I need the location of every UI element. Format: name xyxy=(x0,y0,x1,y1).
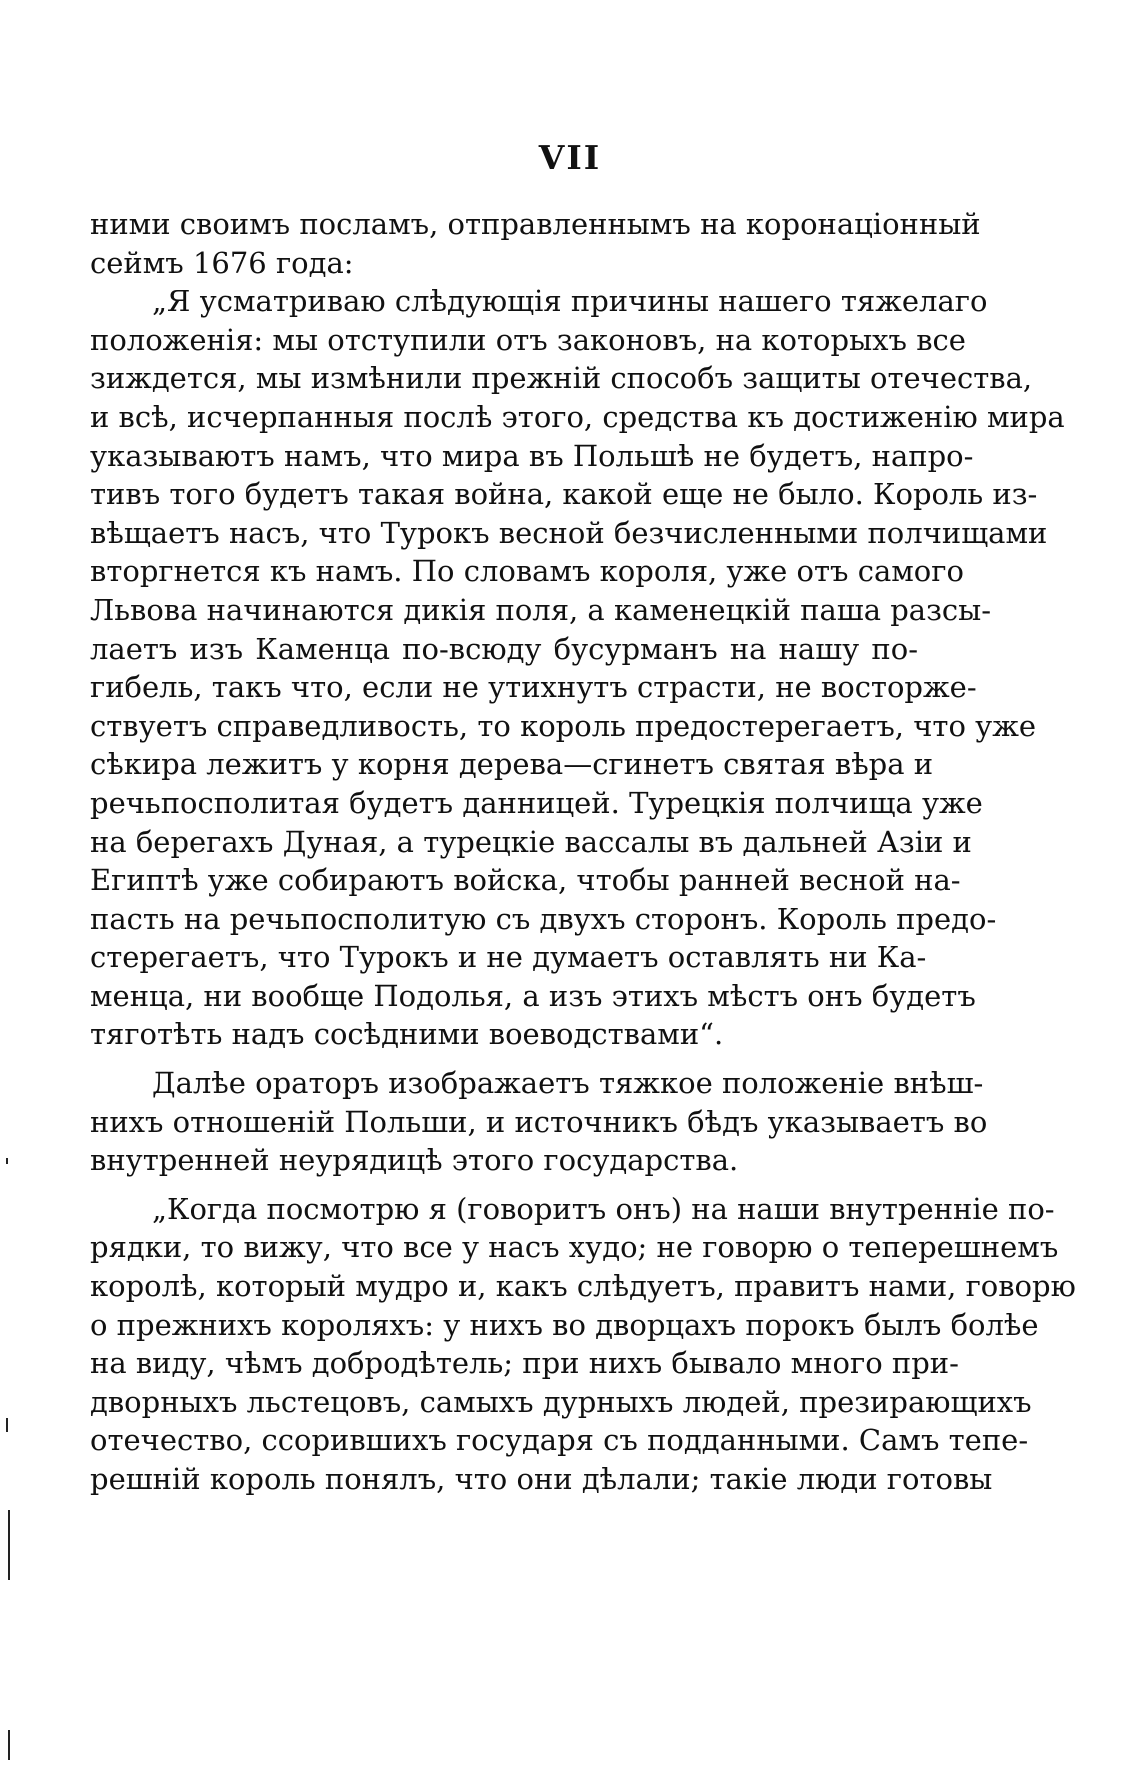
text-line: внутренней неурядицѣ этого государства. xyxy=(90,1143,739,1178)
text-line: вторгнется къ намъ. По словамъ короля, уже отъ самого xyxy=(90,554,964,589)
text-line: гибель, такъ что, если не утихнутъ страсти, не восторже- xyxy=(90,670,977,705)
text-line: ними своимъ посламъ, отправленнымъ на коронаціонный xyxy=(90,207,981,241)
text-line: пасть на речьпосполитую съ двухъ сторонъ. Король предо- xyxy=(90,901,997,936)
text-line: Египтѣ уже собираютъ войска, чтобы ранней весной на- xyxy=(90,863,961,898)
text-line: и всѣ, исчерпанныя послѣ этого, средства къ достиженію мира xyxy=(90,399,1065,434)
text-line: менца, ни вообще Подолья, а изъ этихъ мѣстъ онъ будетъ xyxy=(90,978,976,1013)
text-line: рядки, то вижу, что все у насъ худо; не говорю о теперешнемъ xyxy=(90,1230,1059,1265)
text-line: ствуетъ справедливость, то король предостерегаетъ, что уже xyxy=(90,708,1037,743)
text-line: лаетъ изъ Каменца по-всюду бусурманъ на нашу по- xyxy=(90,631,918,666)
scan-mark xyxy=(6,1158,8,1164)
text-line: королѣ, который мудро и, какъ слѣдуетъ, правитъ нами, говорю xyxy=(90,1269,1076,1304)
text-line: Львова начинаются дикія поля, а каменецкій паша разсы- xyxy=(90,592,992,627)
text-line: дворныхъ льстецовъ, самыхъ дурныхъ людей, презирающихъ xyxy=(90,1384,1032,1419)
text-line: тивъ того будетъ такая война, какой еще не было. Король из- xyxy=(90,477,1038,512)
text-line: о прежнихъ короляхъ: у нихъ во дворцахъ порокъ былъ болѣе xyxy=(90,1307,1039,1342)
body-text xyxy=(90,205,1076,1499)
text-line: „Я усматриваю слѣдующія причины нашего тяжелаго xyxy=(152,284,988,319)
text-line: на виду, чѣмъ добродѣтель; при нихъ бывало много при- xyxy=(90,1346,959,1381)
text-line: тяготѣть надъ сосѣдними воеводствами“. xyxy=(90,1017,724,1052)
text-line: указываютъ намъ, что мира въ Польшѣ не будетъ, напро- xyxy=(90,438,974,473)
scan-mark xyxy=(8,1730,10,1760)
text-line: вѣщаетъ насъ, что Турокъ весной безчисленными полчищами xyxy=(90,515,1048,550)
text-line: Далѣе ораторъ изображаетъ тяжкое положеніе внѣш- xyxy=(152,1066,984,1101)
text-line: сѣкира лежитъ у корня дерева—сгинетъ святая вѣра и xyxy=(90,747,934,782)
page-number: VII xyxy=(538,138,602,177)
scan-mark xyxy=(8,1510,10,1580)
text-line: отечество, ссорившихъ государя съ подданными. Самъ тепе- xyxy=(90,1423,1029,1458)
text-line: зиждется, мы измѣнили прежній способъ защиты отечества, xyxy=(90,361,1033,396)
text-line: „Когда посмотрю я (говоритъ онъ) на наши внутренніе по- xyxy=(152,1191,1055,1226)
text-line: решній король понялъ, что они дѣлали; такіе люди готовы xyxy=(90,1462,993,1496)
text-line: на берегахъ Дуная, а турецкіе вассалы въ дальней Азіи и xyxy=(90,824,972,859)
text-line: нихъ отношеній Польши, и источникъ бѣдъ указываетъ во xyxy=(90,1104,988,1139)
text-line: сеймъ 1676 года: xyxy=(90,245,354,280)
text-line: стерегаетъ, что Турокъ и не думаетъ оставлять ни Ка- xyxy=(90,940,927,975)
scan-mark xyxy=(6,1418,8,1432)
text-line: речьпосполитая будетъ данницей. Турецкія полчища уже xyxy=(90,785,983,820)
text-line: положенія: мы отступили отъ законовъ, на которыхъ все xyxy=(90,322,966,357)
